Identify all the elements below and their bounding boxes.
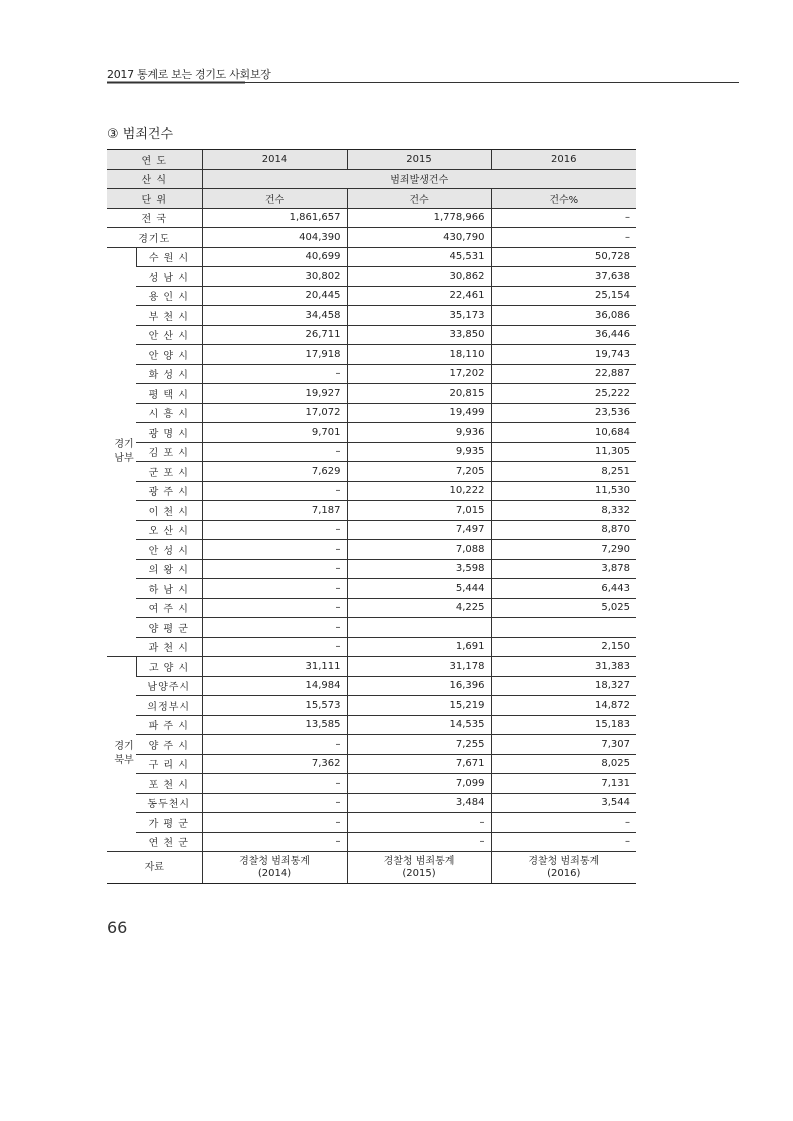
source-year: (2014) [257, 867, 292, 879]
value-cell: 10,222 [347, 481, 491, 501]
value-cell: 7,205 [347, 462, 491, 482]
table-row [107, 832, 636, 852]
value-cell: 34,458 [202, 306, 347, 326]
running-header: 2017 통계로 보는 경기도 사회보장 [107, 68, 271, 81]
table-row [107, 462, 636, 482]
city-name: 화 성 시 [136, 364, 202, 384]
table-row [107, 267, 636, 287]
value-cell: 36,446 [491, 325, 636, 345]
formula-cell: 범죄발생건수 [202, 169, 636, 189]
city-name: 의 왕 시 [136, 559, 202, 579]
source-cell [202, 852, 347, 884]
value-cell: 31,383 [491, 657, 636, 677]
value-cell: – [202, 442, 347, 462]
value-cell: – [202, 832, 347, 852]
value-cell: 7,671 [347, 754, 491, 774]
section-title: ③ 범죄건수 [107, 127, 174, 142]
value-cell: 13,585 [202, 715, 347, 735]
region-name: 경기 남부 [114, 438, 134, 464]
value-cell: 36,086 [491, 306, 636, 326]
value-cell: 18,110 [347, 345, 491, 365]
value-cell: 14,984 [202, 676, 347, 696]
region-label [107, 657, 136, 852]
table-row [107, 306, 636, 326]
value-cell: 15,219 [347, 696, 491, 716]
city-name: 광 주 시 [136, 481, 202, 501]
value-cell: – [202, 793, 347, 813]
source-year: (2016) [547, 867, 581, 879]
value-cell: 3,544 [491, 793, 636, 813]
city-name: 가 평 군 [136, 813, 202, 833]
value-cell: 404,390 [202, 228, 347, 248]
value-cell: 50,728 [491, 247, 636, 267]
table-row [107, 696, 636, 716]
value-cell: 17,072 [202, 403, 347, 423]
value-cell: 10,684 [491, 423, 636, 443]
value-cell: – [491, 813, 636, 833]
value-cell: 5,025 [491, 598, 636, 618]
value-cell: 4,225 [347, 598, 491, 618]
value-cell: 14,872 [491, 696, 636, 716]
value-cell: 430,790 [347, 228, 491, 248]
row-label: 경기도 [107, 228, 202, 248]
value-cell: 20,445 [202, 286, 347, 306]
source-year: (2015) [402, 867, 436, 879]
table-row [107, 598, 636, 618]
table-row [107, 540, 636, 560]
city-name: 파 주 시 [136, 715, 202, 735]
table-row [107, 423, 636, 443]
value-cell: – [202, 579, 347, 599]
value-cell: 7,187 [202, 501, 347, 521]
value-cell: 8,332 [491, 501, 636, 521]
value-cell: – [202, 481, 347, 501]
unit-cell: 건수% [491, 189, 636, 209]
table-row [107, 559, 636, 579]
value-cell: 1,691 [347, 637, 491, 657]
value-cell: – [202, 735, 347, 755]
value-cell: 45,531 [347, 247, 491, 267]
value-cell: – [202, 774, 347, 794]
value-cell: 31,178 [347, 657, 491, 677]
value-cell: 7,015 [347, 501, 491, 521]
region-name: 경기 북부 [114, 741, 134, 766]
city-name: 시 흥 시 [136, 403, 202, 423]
value-cell: 6,443 [491, 579, 636, 599]
value-cell: 9,936 [347, 423, 491, 443]
value-cell: – [347, 832, 491, 852]
value-cell: 7,362 [202, 754, 347, 774]
table-row [107, 735, 636, 755]
value-cell: 31,111 [202, 657, 347, 677]
value-cell: – [202, 618, 347, 638]
value-cell: – [202, 637, 347, 657]
value-cell: – [202, 520, 347, 540]
value-cell: 23,536 [491, 403, 636, 423]
crime-count-table [107, 149, 636, 884]
value-cell: 1,861,657 [202, 208, 347, 228]
value-cell: – [491, 228, 636, 248]
value-cell: – [202, 559, 347, 579]
table-row [107, 403, 636, 423]
value-cell: 25,154 [491, 286, 636, 306]
table-row [107, 774, 636, 794]
table-row [107, 364, 636, 384]
city-name: 용 인 시 [136, 286, 202, 306]
value-cell: 7,088 [347, 540, 491, 560]
value-cell: – [347, 813, 491, 833]
city-name: 군 포 시 [136, 462, 202, 482]
table-row [107, 618, 636, 638]
value-cell: 7,497 [347, 520, 491, 540]
source-cell [347, 852, 491, 884]
city-name: 수 원 시 [136, 247, 202, 267]
value-cell: 14,535 [347, 715, 491, 735]
city-name: 오 산 시 [136, 520, 202, 540]
table-row [107, 579, 636, 599]
formula-label: 산 식 [107, 169, 202, 189]
city-name: 성 남 시 [136, 267, 202, 287]
table-row [107, 442, 636, 462]
value-cell: 30,802 [202, 267, 347, 287]
city-name: 여 주 시 [136, 598, 202, 618]
value-cell [491, 618, 636, 638]
source-name: 경찰청 범죄통계 [383, 855, 455, 867]
value-cell: 15,573 [202, 696, 347, 716]
value-cell: 9,935 [347, 442, 491, 462]
table-row [107, 676, 636, 696]
value-cell: 8,025 [491, 754, 636, 774]
value-cell: 7,099 [347, 774, 491, 794]
city-name: 연 천 군 [136, 832, 202, 852]
table-row [107, 657, 636, 677]
value-cell: 19,499 [347, 403, 491, 423]
source-name: 경찰청 범죄통계 [528, 855, 600, 867]
value-cell: 3,484 [347, 793, 491, 813]
city-name: 구 리 시 [136, 754, 202, 774]
unit-label: 단 위 [107, 189, 202, 209]
source-name: 경찰청 범죄통계 [239, 855, 310, 867]
table-row [107, 384, 636, 404]
table-row [107, 754, 636, 774]
table-row [107, 325, 636, 345]
unit-cell: 건수 [347, 189, 491, 209]
city-name: 의정부시 [136, 696, 202, 716]
city-name: 부 천 시 [136, 306, 202, 326]
table-row [107, 637, 636, 657]
table-row [107, 715, 636, 735]
value-cell: 25,222 [491, 384, 636, 404]
value-cell: 8,870 [491, 520, 636, 540]
city-name: 과 천 시 [136, 637, 202, 657]
value-cell: – [202, 813, 347, 833]
year-cell: 2015 [347, 150, 491, 170]
value-cell: 8,251 [491, 462, 636, 482]
city-name: 양 주 시 [136, 735, 202, 755]
value-cell: 18,327 [491, 676, 636, 696]
city-name: 양 평 군 [136, 618, 202, 638]
value-cell: 17,202 [347, 364, 491, 384]
value-cell: 33,850 [347, 325, 491, 345]
value-cell: 11,530 [491, 481, 636, 501]
year-cell: 2016 [491, 150, 636, 170]
value-cell: 7,290 [491, 540, 636, 560]
value-cell: 20,815 [347, 384, 491, 404]
value-cell: 2,150 [491, 637, 636, 657]
page-number: 66 [107, 918, 128, 937]
value-cell: 7,131 [491, 774, 636, 794]
value-cell: 35,173 [347, 306, 491, 326]
value-cell: 22,461 [347, 286, 491, 306]
value-cell: 22,887 [491, 364, 636, 384]
city-name: 고 양 시 [136, 657, 202, 677]
city-name: 안 산 시 [136, 325, 202, 345]
row-label: 전 국 [107, 208, 202, 228]
table-row [107, 286, 636, 306]
city-name: 광 명 시 [136, 423, 202, 443]
city-name: 평 택 시 [136, 384, 202, 404]
value-cell: 1,778,966 [347, 208, 491, 228]
table-row [107, 345, 636, 365]
city-name: 김 포 시 [136, 442, 202, 462]
value-cell: 7,255 [347, 735, 491, 755]
value-cell: – [202, 364, 347, 384]
value-cell: 15,183 [491, 715, 636, 735]
value-cell: 7,307 [491, 735, 636, 755]
value-cell: 5,444 [347, 579, 491, 599]
city-name: 안 성 시 [136, 540, 202, 560]
source-label: 자료 [107, 852, 202, 884]
table-row [107, 228, 636, 248]
header-rule [107, 82, 739, 83]
value-cell: 19,927 [202, 384, 347, 404]
value-cell: – [491, 208, 636, 228]
table-row [107, 481, 636, 501]
table-row [107, 813, 636, 833]
value-cell: 30,862 [347, 267, 491, 287]
value-cell: 7,629 [202, 462, 347, 482]
year-header: 연 도 [107, 150, 202, 170]
table-row [107, 247, 636, 267]
value-cell: 26,711 [202, 325, 347, 345]
city-name: 안 양 시 [136, 345, 202, 365]
city-name: 이 천 시 [136, 501, 202, 521]
unit-cell: 건수 [202, 189, 347, 209]
city-name: 하 남 시 [136, 579, 202, 599]
city-name: 동두천시 [136, 793, 202, 813]
table-row [107, 793, 636, 813]
value-cell: 9,701 [202, 423, 347, 443]
value-cell: 40,699 [202, 247, 347, 267]
value-cell: 3,598 [347, 559, 491, 579]
table-row [107, 208, 636, 228]
region-label [107, 247, 136, 657]
value-cell [347, 618, 491, 638]
source-cell [491, 852, 636, 884]
value-cell: 3,878 [491, 559, 636, 579]
table-row [107, 520, 636, 540]
value-cell: 16,396 [347, 676, 491, 696]
value-cell: 19,743 [491, 345, 636, 365]
value-cell: – [202, 540, 347, 560]
year-cell: 2014 [202, 150, 347, 170]
table-row [107, 501, 636, 521]
value-cell: – [491, 832, 636, 852]
value-cell: 17,918 [202, 345, 347, 365]
value-cell: – [202, 598, 347, 618]
value-cell: 11,305 [491, 442, 636, 462]
city-name: 남양주시 [136, 676, 202, 696]
value-cell: 37,638 [491, 267, 636, 287]
city-name: 포 천 시 [136, 774, 202, 794]
